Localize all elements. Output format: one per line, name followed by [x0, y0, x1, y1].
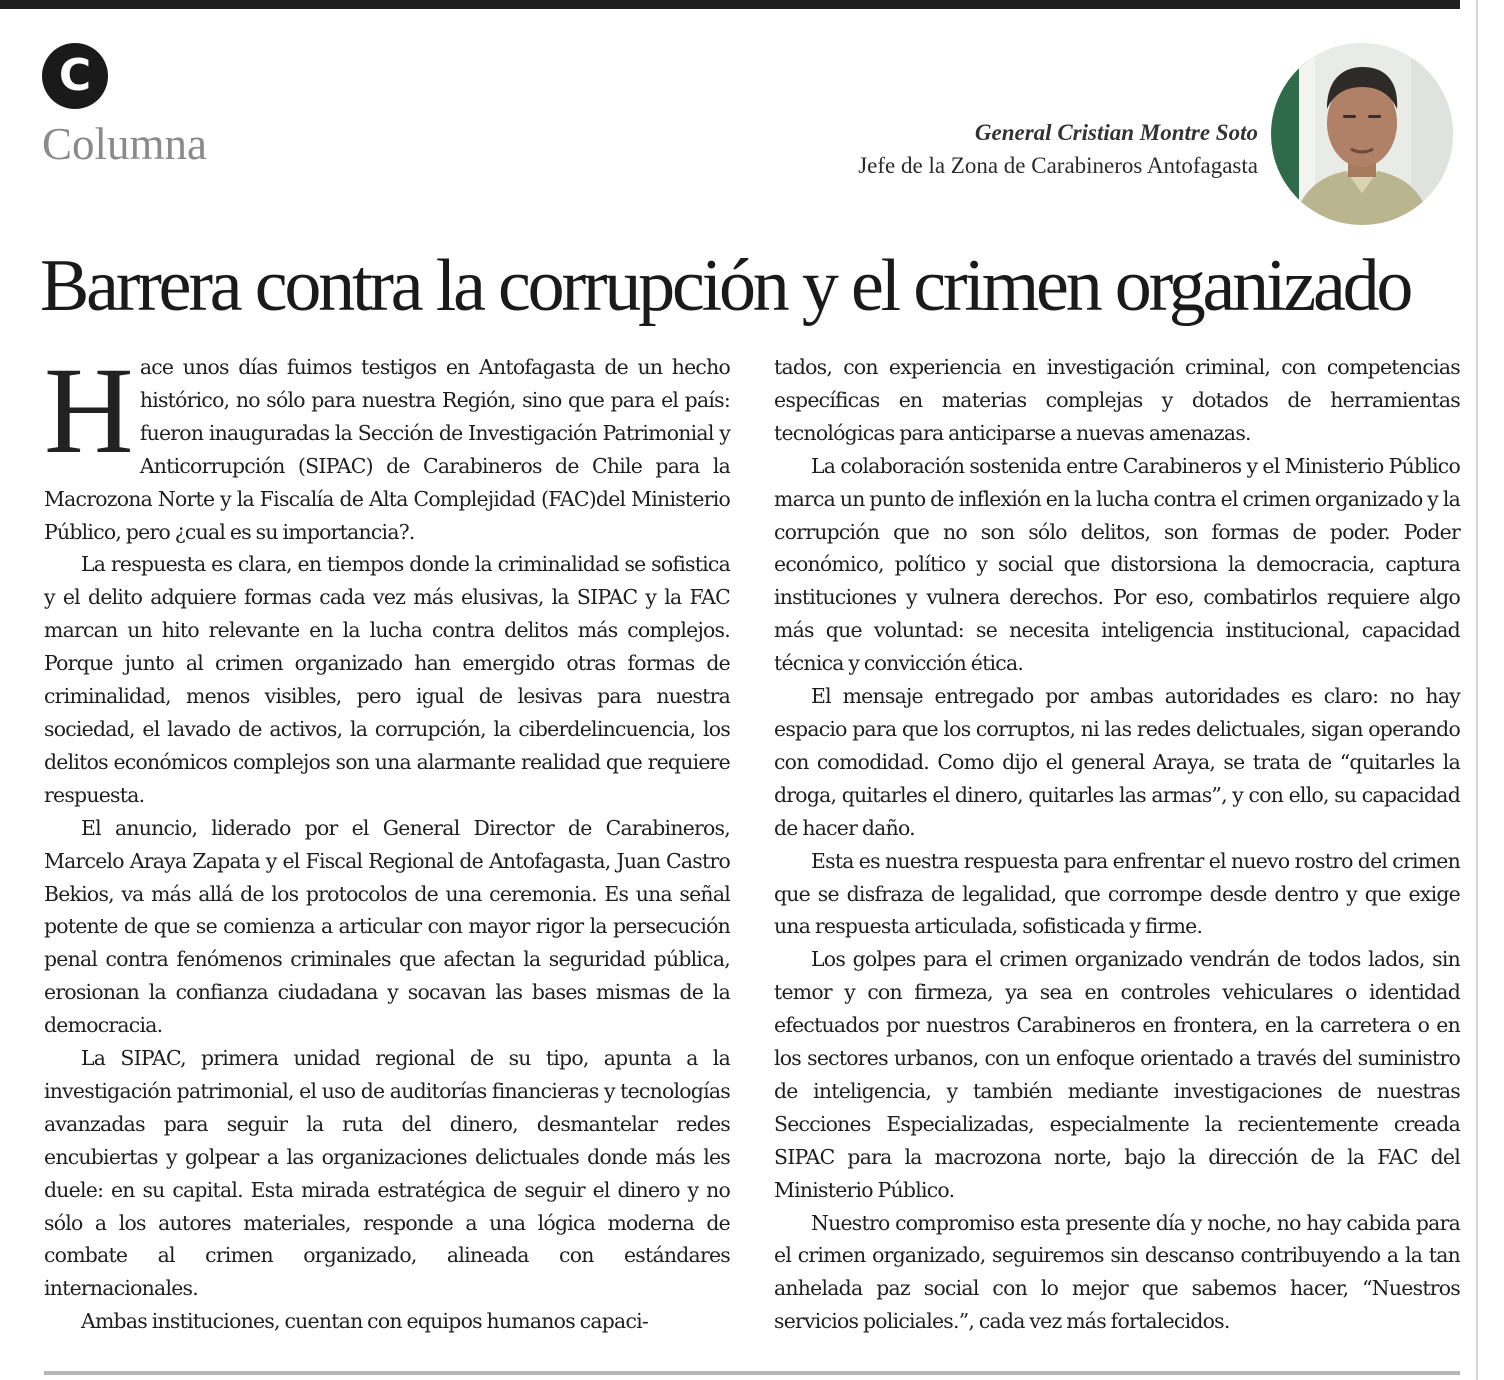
top-rule	[0, 0, 1460, 9]
column-badge-icon	[42, 43, 108, 109]
article-paragraph: El mensaje entregado por ambas autoridades es claro: no hay espacio para que los corruptos, ni las redes delictuales, sigan operando con comodidad. Como dijo el general Araya, se trata de “quitarles la droga, quitarles el dinero, quitarles las armas”, y con ello, su capacidad de hacer daño.	[774, 684, 1460, 840]
paragraph-text: ace unos días fuimos testigos en Antofagasta de un hecho histórico, no sólo para nuestra Región, sino que para el país: fueron inauguradas la Sección de Investigación Patrimonial y Anticorrupción (SIPAC) de Carabineros de Chile para la Macrozona Norte y la Fiscalía de Alta Complejidad (FAC)del Ministerio Público, pero ¿cual es su importancia?.	[44, 355, 730, 544]
article-paragraph: Esta es nuestra respuesta para enfrentar el nuevo rostro del crimen que se disfraza de legalidad, que corrompe desde dentro y que exige una respuesta articulada, sofisticada y firme.	[774, 848, 1460, 939]
article-paragraph: La SIPAC, primera unidad regional de su tipo, apunta a la investigación patrimonial, el uso de auditorías financieras y tecnologías avanzadas para seguir la ruta del dinero, desmantelar redes encubiertas y golpear a las organizaciones delictuales donde más les duele: en su capital. Esta mirada estratégica de seguir el dinero y no sólo a los autores materiales, responde a una lógica moderna de combate al crimen organizado, alineada con estándares internacionales.	[44, 1046, 730, 1301]
bottom-rule	[44, 1371, 1460, 1375]
article-paragraph: La colaboración sostenida entre Carabineros y el Ministerio Público marca un punto de inflexión en la lucha contra el crimen organizado y la corrupción que no son sólo delitos, son formas de poder. Poder económico, político y social que distorsiona la democracia, captura instituciones y vulnera derechos. Por eso, combatirlos requiere algo más que voluntad: se necesita inteligencia institucional, capacidad técnica y convicción ética.	[774, 453, 1460, 676]
author-role: Jefe de la Zona de Carabineros Antofagasta	[858, 153, 1258, 178]
article-paragraph: El anuncio, liderado por el General Director de Carabineros, Marcelo Araya Zapata y el Fiscal Regional de Antofagasta, Juan Castro Bekios, va más allá de los protocolos de una ceremonia. Es una señal potente de que se comienza a articular con mayor rigor la persecución penal contra fenómenos criminales que afectan la seguridad pública, erosionan la confianza ciudadana y socavan las bases mismas de la democracia.	[44, 815, 730, 1038]
author-name: General Cristian Montre Soto	[974, 120, 1258, 145]
page-edge-rule	[1476, 0, 1478, 1380]
article-paragraph: Nuestro compromiso esta presente día y noche, no hay cabida para el crimen organizado, seguiremos sin descanso contribuyendo a la tan anhelada paz social con lo mejor que sabemos hacer, “Nuestros servicios policiales.”, cada vez más fortalecidos.	[774, 1210, 1460, 1334]
drop-cap: H	[44, 342, 133, 479]
headline: Barrera contra la corrupción y el crimen organizado	[40, 245, 1411, 327]
author-photo	[1271, 43, 1453, 225]
article-column-right	[774, 351, 1460, 1338]
badge-letter: C	[58, 50, 92, 101]
section-label: Columna	[42, 119, 207, 169]
article-paragraph: tados, con experiencia en investigación criminal, con competencias específicas en materias complejas y dotados de herramientas tecnológicas para anticiparse a nuevas amenazas.	[774, 355, 1460, 445]
article-paragraph: Ambas instituciones, cuentan con equipos humanos capaci-	[81, 1309, 649, 1334]
article-column-left	[44, 342, 730, 1338]
byline	[858, 117, 1258, 183]
article-paragraph: La respuesta es clara, en tiempos donde la criminalidad se sofistica y el delito adquiere formas cada vez más elusivas, la SIPAC y la FAC marcan un hito relevante en la lucha contra delitos más complejos. Porque junto al crimen organizado han emergido otras formas de criminalidad, menos visibles, pero igual de lesivas para nuestra sociedad, el lavado de activos, la corrupción, la ciberdelincuencia, los delitos económicos complejos son una alarmante realidad que requiere respuesta.	[44, 552, 730, 807]
article-paragraph	[44, 342, 730, 548]
article-paragraph: Los golpes para el crimen organizado vendrán de todos lados, sin temor y con firmeza, ya sea en controles vehiculares o identidad efectuados por nuestros Carabineros en frontera, en la carretera o en los sectores urbanos, con un enfoque orientado a través del suministro de inteligencia, y también mediante investigaciones de nuestras Secciones Especializadas, especialmente la recientemente creada SIPAC para la macrozona norte, bajo la dirección de la FAC del Ministerio Público.	[774, 947, 1460, 1202]
